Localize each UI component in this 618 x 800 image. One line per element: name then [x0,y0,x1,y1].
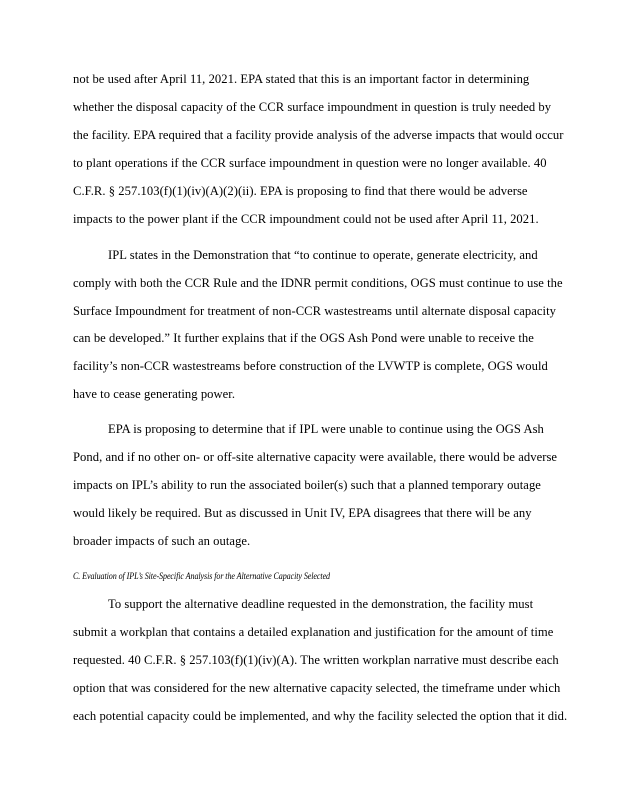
text-line: would likely be required. But as discussed in Unit IV, EPA disagrees that there will be any [73,506,532,520]
text-line: whether the disposal capacity of the CCR surface impoundment in question is truly needed by [73,100,552,114]
text-line: not be used after April 11, 2021. EPA stated that this is an important factor in determining [73,72,530,86]
text-line: to plant operations if the CCR surface impoundment in question were no longer available. 40 [73,156,547,170]
text-line: comply with both the CCR Rule and the IDNR permit conditions, OGS must continue to use the [73,276,563,290]
text-line: impacts on IPL’s ability to run the associated boiler(s) such that a planned temporary outage [73,478,541,492]
text-line: each potential capacity could be implemented, and why the facility selected the option that it did. [73,709,568,723]
text-line: To support the alternative deadline requested in the demonstration, the facility must [108,597,534,611]
text-line: the facility. EPA required that a facility provide analysis of the adverse impacts that would occur [73,128,564,142]
text-line: Pond, and if no other on- or off-site alternative capacity were available, there would be adverse [73,450,558,464]
text-line: requested. 40 C.F.R. § 257.103(f)(1)(iv)(A). The written workplan narrative must describe each [73,653,559,667]
text-line: C.F.R. § 257.103(f)(1)(iv)(A)(2)(ii). EPA is proposing to find that there would be adverse [73,184,528,198]
text-line: option that was considered for the new alternative capacity selected, the timeframe under which [73,681,561,695]
text-line: Surface Impoundment for treatment of non-CCR wastestreams until alternate disposal capacity [73,304,556,318]
text-line: submit a workplan that contains a detailed explanation and justification for the amount of time [73,625,554,639]
text-line: IPL states in the Demonstration that “to continue to operate, generate electricity, and [108,248,538,262]
text-line: have to cease generating power. [73,387,236,401]
text-line: can be developed.” It further explains that if the OGS Ash Pond were unable to receive the [73,331,534,345]
section-heading: C. Evaluation of IPL’s Site-Specific Analysis for the Alternative Capacity Selected [73,572,331,582]
text-line: impacts to the power plant if the CCR impoundment could not be used after April 11, 2021. [73,212,539,226]
text-line: EPA is proposing to determine that if IPL were unable to continue using the OGS Ash [108,422,544,436]
text-line: facility’s non-CCR wastestreams before construction of the LVWTP is complete, OGS would [73,359,548,373]
text-line: broader impacts of such an outage. [73,534,251,548]
